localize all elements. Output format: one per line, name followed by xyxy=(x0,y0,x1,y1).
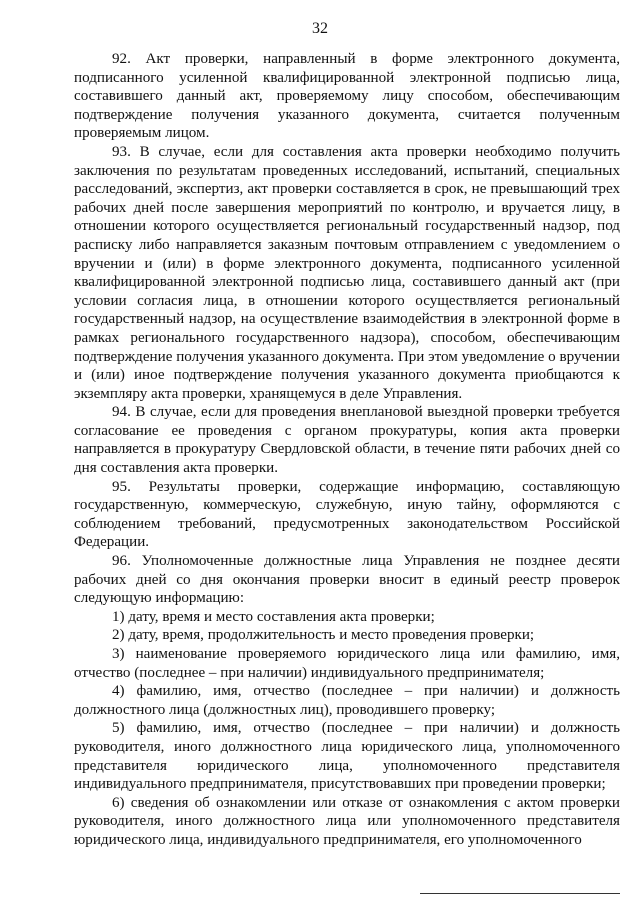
paragraph-94: 94. В случае, если для проведения внеплановой выездной проверки требуется согласование ее проведения с органом прокуратуры, копия акта проверки направляется в прокуратуру Свердловской области, в течение пяти рабочих дней со дня составления акта проверки. xyxy=(74,404,620,477)
page-number: 32 xyxy=(312,20,328,37)
footer-divider xyxy=(420,893,620,894)
paragraph-95: 95. Результаты проверки, содержащие информацию, составляющую государственную, коммерческую, служебную, иную тайну, оформляются с соблюдением требований, предусмотренных законодательством Российской Федерации. xyxy=(74,478,620,551)
list-item-1: 1) дату, время и место составления акта проверки; xyxy=(112,608,435,625)
paragraph-92: 92. Акт проверки, направленный в форме электронного документа, подписанного усиленной квалифицированной электронной подписью лица, составившего данный акт, проверяемому лицу способом, обеспечивающим подтверждение получения указанного документа, считается полученным проверяемым лицом. xyxy=(74,51,620,142)
list-item-2: 2) дату, время, продолжительность и место проведения проверки; xyxy=(112,627,535,644)
list-item-5: 5) фамилию, имя, отчество (последнее – при наличии) и должность руководителя, иного должностного лица юридического лица, уполномоченного представителя юридического лица, уполномоченного представителя индивидуального предпринимателя, присутствовавших при проведении проверки; xyxy=(74,720,620,793)
document-body xyxy=(74,50,620,850)
list-item-3: 3) наименование проверяемого юридического лица или фамилию, имя, отчество (последнее – при наличии) индивидуального предпринимателя; xyxy=(74,646,620,681)
list-item-4: 4) фамилию, имя, отчество (последнее – при наличии) и должность должностного лица (должностных лиц), проводившего проверку; xyxy=(74,683,620,718)
list-item-6: 6) сведения об ознакомлении или отказе от ознакомления с актом проверки руководителя, иного должностного лица или уполномоченного представителя юридического лица, индивидуального предпринимателя, его уполномоченного xyxy=(74,794,620,848)
paragraph-93: 93. В случае, если для составления акта проверки необходимо получить заключения по результатам проведенных исследований, испытаний, специальных расследований, экспертиз, акт проверки составляется в срок, не превышающий трех рабочих дней после завершения мероприятий по контролю, и вручается лицу, в отношении которого осуществляется региональный государственный надзор, под расписку либо направляется заказным почтовым отправлением с уведомлением о вручении и (или) в форме электронного документа, подписанного усиленной квалифицированной электронной подписью лица, составившего данный акт (при условии согласия лица, в отношении которого осуществляется региональный государственный надзор, на осуществление взаимодействия в электронной форме в рамках регионального государственного надзора), способом, обеспечивающим подтверждение получения указанного документа. При этом уведомление о вручении и (или) иное подтверждение получения указанного документа приобщаются к экземпляру акта проверки, хранящемуся в деле Управления. xyxy=(74,143,620,402)
paragraph-96: 96. Уполномоченные должностные лица Управления не позднее десяти рабочих дней со дня окончания проверки вносит в единый реестр проверок следующую информацию: xyxy=(74,553,620,607)
